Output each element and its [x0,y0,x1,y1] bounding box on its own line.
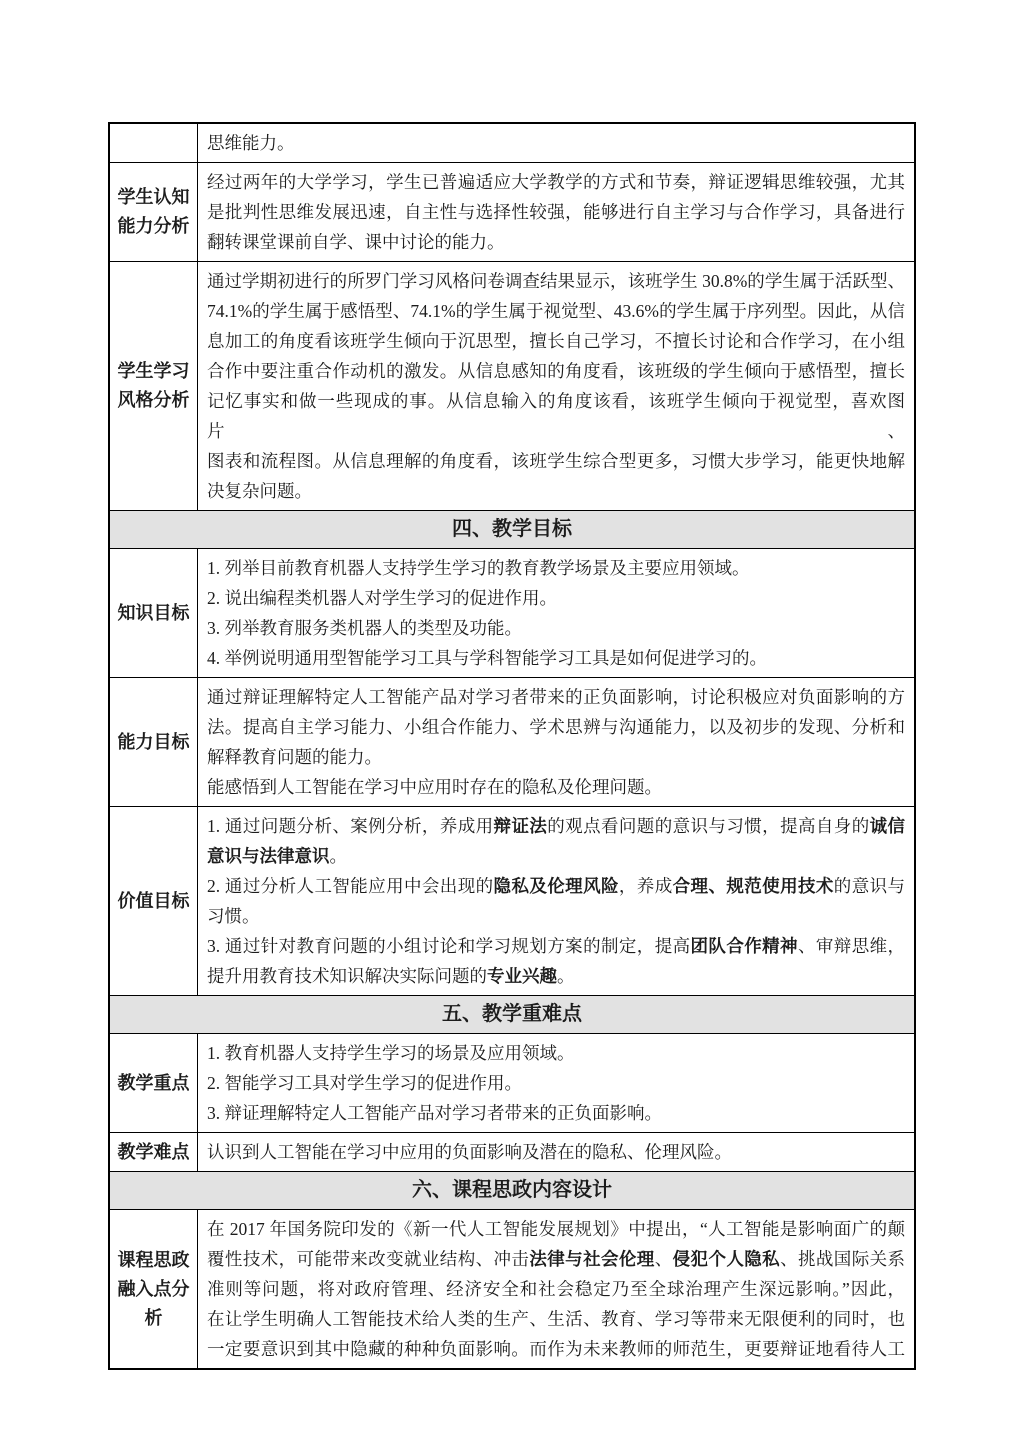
text-segment: 2. 通过分析人工智能应用中会出现的 [207,876,494,896]
text-segment: 、审辩思维， [797,936,906,956]
text-segment: 一定要意识到其中隐藏的种种负面影响。而作为未来教师的师范生，更要辩证地看待人工 [207,1339,905,1359]
row-label: 教学难点 [110,1133,198,1171]
section-header-row: 五、教学重难点 [110,995,914,1033]
text-line [207,266,905,296]
text-line [207,643,905,673]
row-content [198,678,914,806]
lesson-plan-table [108,122,916,1370]
text-segment: 法。提高自主学习能力、小组合作能力、学术思辨与沟通能力，以及初步的发现、分析和 [207,717,905,737]
row-label [110,124,198,162]
text-line [207,1214,905,1244]
text-segment: 准则等问题，将对政府管理、经济安全和社会稳定乃至全球治理产生深远影响。”因此， [207,1279,905,1299]
text-segment: 通过学期初进行的所罗门学习风格问卷调查结果显示，该班学生 30.8%的学生属于活跃型、 [207,271,905,291]
text-line [207,227,905,257]
text-line [207,901,905,931]
text-line [207,1137,905,1167]
text-segment: 记忆事实和做一些现成的事。从信息输入的角度该看，该班学生倾向于视觉型，喜欢图片、 [207,391,905,441]
row-content [198,1034,914,1132]
text-line [207,961,905,991]
text-line [207,772,905,802]
text-line [207,446,905,476]
text-segment: 决复杂问题。 [207,481,312,501]
text-line [207,356,905,386]
text-line [207,296,905,326]
text-line [207,1334,905,1364]
row-content [198,807,914,995]
table-row [110,124,914,162]
bold-text-segment: 法律与社会伦理 [529,1249,655,1269]
table-row [110,806,914,995]
row-label: 教学重点 [110,1034,198,1132]
bold-text-segment: 意识与法律意识 [207,846,330,866]
text-segment: 的意识与 [833,876,906,896]
bold-text-segment: 专业兴趣 [487,966,557,986]
text-segment: 在让学生明确人工智能技术给人类的生产、生活、教育、学习等带来无限便利的同时，也 [207,1309,905,1329]
text-line [207,931,905,961]
bold-text-segment: 诚信 [869,816,906,836]
section-header-row: 六、课程思政内容设计 [110,1171,914,1209]
text-line [207,167,905,197]
table-row [110,162,914,261]
text-line [207,326,905,356]
text-segment: 1. 教育机器人支持学生学习的场景及应用领域。 [207,1043,575,1063]
table-row [110,1132,914,1171]
text-segment: 翻转课堂课前自学、课中讨论的能力。 [207,232,505,252]
text-line [207,1244,905,1274]
text-segment: 图表和流程图。从信息理解的角度看，该班学生综合型更多，习惯大步学习，能更快地解 [207,451,905,471]
text-segment: 74.1%的学生属于感悟型、74.1%的学生属于视觉型、43.6%的学生属于序列型。因此，从信 [207,301,905,321]
row-label: 价值目标 [110,807,198,995]
text-line [207,476,905,506]
text-line [207,613,905,643]
row-label: 知识目标 [110,549,198,677]
bold-text-segment: 辩证法 [493,816,548,836]
section-header-row: 四、教学目标 [110,510,914,548]
text-segment: 3. 列举教育服务类机器人的类型及功能。 [207,618,522,638]
row-label: 课程思政融入点分析 [110,1210,198,1368]
row-label: 学生认知能力分析 [110,163,198,261]
bold-text-segment: 隐私及伦理风险 [493,876,619,896]
row-content [198,549,914,677]
text-line [207,1068,905,1098]
bold-text-segment: 合理、规范使用技术 [672,876,834,896]
text-segment: 4. 举例说明通用型智能学习工具与学科智能学习工具是如何促进学习的。 [207,648,767,668]
text-segment: 覆性技术，可能带来改变就业结构、冲击 [207,1249,530,1269]
text-line [207,712,905,742]
text-segment: 2. 说出编程类机器人对学生学习的促进作用。 [207,588,557,608]
text-segment: 1. 通过问题分析、案例分析，养成用 [207,816,494,836]
text-segment: 思维能力。 [207,133,295,153]
text-line [207,1274,905,1304]
table-row [110,677,914,806]
text-line [207,128,905,158]
row-content [198,1133,914,1171]
row-content [198,1210,914,1368]
table-row [110,548,914,677]
text-line [207,583,905,613]
text-segment: 习惯。 [207,906,260,926]
row-content [198,262,914,510]
table-row [110,1033,914,1132]
text-segment: 能感悟到人工智能在学习中应用时存在的隐私及伦理问题。 [207,777,662,797]
table-row [110,1209,914,1368]
text-line [207,811,905,841]
row-label: 学生学习风格分析 [110,262,198,510]
text-line [207,553,905,583]
text-line [207,1038,905,1068]
text-segment: 2. 智能学习工具对学生学习的促进作用。 [207,1073,522,1093]
text-segment: 是批判性思维发展迅速，自主性与选择性较强，能够进行自主学习与合作学习，具备进行 [207,202,905,222]
text-segment: 、 [654,1249,673,1269]
text-line [207,742,905,772]
text-segment: ，养成 [618,876,673,896]
text-line [207,197,905,227]
row-content [198,124,914,162]
text-segment: 提升用教育技术知识解决实际问题的 [207,966,487,986]
text-segment: 的观点看问题的意识与习惯，提高自身的 [547,816,870,836]
row-content [198,163,914,261]
text-segment: 合作中要注重合作动机的激发。从信息感知的角度看，该班级的学生倾向于感悟型，擅长 [207,361,905,381]
text-segment: 。 [557,966,575,986]
text-segment: 在 2017 年国务院印发的《新一代人工智能发展规划》中提出，“人工智能是影响面广的颠 [207,1219,905,1239]
bold-text-segment: 侵犯个人隐私 [672,1249,781,1269]
bold-text-segment: 团队合作精神 [690,936,798,956]
text-line [207,841,905,871]
text-segment: 3. 辩证理解特定人工智能产品对学习者带来的正负面影响。 [207,1103,662,1123]
text-line [207,1098,905,1128]
text-segment: 1. 列举目前教育机器人支持学生学习的教育教学场景及主要应用领域。 [207,558,750,578]
text-line [207,871,905,901]
text-segment: 解释教育问题的能力。 [207,747,382,767]
text-line [207,682,905,712]
text-segment: 3. 通过针对教育问题的小组讨论和学习规划方案的制定，提高 [207,936,691,956]
table-row [110,261,914,510]
text-line [207,386,905,446]
text-segment: 经过两年的大学学习，学生已普遍适应大学教学的方式和节奏，辩证逻辑思维较强，尤其 [207,172,905,192]
text-segment: 认识到人工智能在学习中应用的负面影响及潜在的隐私、伦理风险。 [207,1142,732,1162]
row-label: 能力目标 [110,678,198,806]
text-line [207,1304,905,1334]
text-segment: 、挑战国际关系 [780,1249,906,1269]
text-segment: 通过辩证理解特定人工智能产品对学习者带来的正负面影响，讨论积极应对负面影响的方 [207,687,905,707]
text-segment: 。 [329,846,347,866]
text-segment: 息加工的角度看该班学生倾向于沉思型，擅长自己学习，不擅长讨论和合作学习，在小组 [207,331,905,351]
